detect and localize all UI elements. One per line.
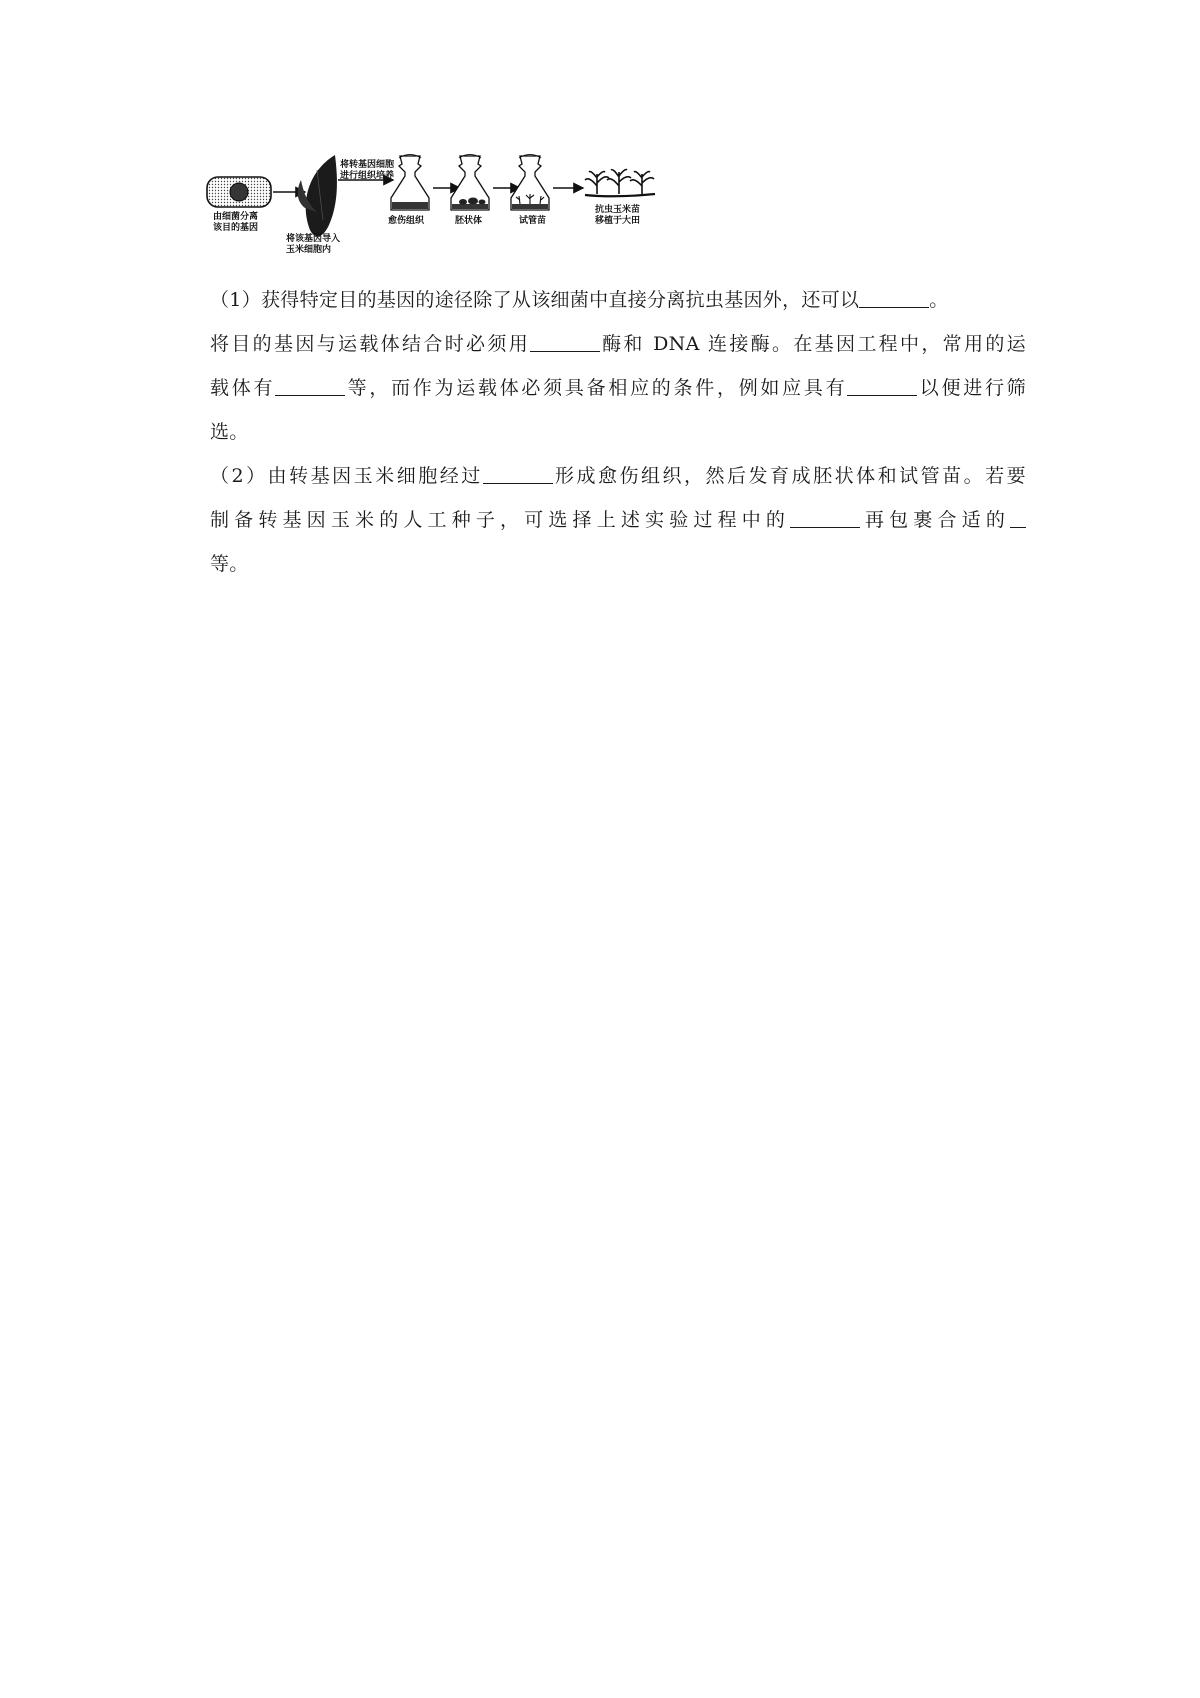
answer-blank-2[interactable] xyxy=(530,350,600,352)
corn-ear xyxy=(298,155,337,236)
label-field-line1: 抗虫玉米苗 xyxy=(595,205,641,215)
flask-callus xyxy=(391,155,429,211)
answer-blank-3[interactable] xyxy=(275,394,345,396)
q1-line-2 xyxy=(210,322,1026,366)
answer-blank-4[interactable] xyxy=(847,394,917,396)
label-culture-line2: 进行组织培养 xyxy=(340,171,395,181)
q1-text-f: 以便进行筛 xyxy=(917,377,1026,399)
label-culture xyxy=(340,160,394,182)
label-field-line2: 移植于大田 xyxy=(595,216,641,226)
q2-line-3 xyxy=(210,542,1026,586)
q1-text-e: 等，而作为运载体必须具备相应的条件，例如应具有 xyxy=(345,377,848,399)
q2-line-1 xyxy=(210,454,1026,498)
q1-text-g: 选。 xyxy=(210,421,249,443)
answer-blank-1[interactable] xyxy=(859,306,929,308)
label-import-line1: 将该基因导入 xyxy=(286,234,341,244)
label-bacteria-line1: 由细菌分离 xyxy=(213,212,259,222)
label-culture-line1: 将转基因细胞 xyxy=(340,160,395,170)
q2-text-e: 等。 xyxy=(210,553,249,575)
q1-text-d: 载体有 xyxy=(210,377,276,399)
q1-text-c: 酶和 DNA 连接酶。在基因工程中，常用的运 xyxy=(600,333,1026,355)
question-text xyxy=(210,278,1026,586)
q2-text-b: 形成愈伤组织，然后发育成胚状体和试管苗。若要 xyxy=(552,465,1026,487)
q2-text-a: （2）由转基因玉米细胞经过 xyxy=(210,465,483,487)
q1-text-a-end: 。 xyxy=(929,289,949,311)
q1-line-4 xyxy=(210,410,1026,454)
label-embryoid-text: 胚状体 xyxy=(455,216,483,226)
bacterium-cell xyxy=(207,177,271,207)
flow-diagram-graphic xyxy=(205,150,725,260)
label-plantlet-text: 试管苗 xyxy=(519,216,547,226)
q1-text-b: 将目的基因与运载体结合时必须用 xyxy=(210,333,531,355)
answer-blank-5[interactable] xyxy=(483,482,553,484)
q2-line-2 xyxy=(210,498,1026,542)
label-field xyxy=(595,205,640,227)
q1-text-a: （1）获得特定目的基因的途径除了从该细菌中直接分离抗虫基因外，还可以 xyxy=(210,289,860,311)
label-import xyxy=(286,234,340,256)
label-embryoid xyxy=(455,216,482,227)
q1-line-3 xyxy=(210,366,1026,410)
label-bacteria xyxy=(213,212,258,234)
answer-blank-7[interactable] xyxy=(1010,526,1026,528)
corn-seedlings xyxy=(585,170,655,197)
experiment-flow-diagram xyxy=(205,150,725,260)
q2-text-c: 制备转基因玉米的人工种子，可选择上述实验过程中的 xyxy=(210,509,791,531)
label-callus-text: 愈伤组织 xyxy=(388,216,425,226)
flask-embryoid xyxy=(451,155,489,211)
flask-plantlet xyxy=(511,155,549,211)
q2-text-d: 再包裹合适的 xyxy=(860,509,1010,531)
label-bacteria-line2: 该目的基因 xyxy=(213,223,259,233)
q1-line-1 xyxy=(210,278,1026,322)
label-import-line2: 玉米细胞内 xyxy=(286,245,332,255)
label-callus xyxy=(388,216,424,227)
answer-blank-6[interactable] xyxy=(790,526,860,528)
label-plantlet xyxy=(519,216,546,227)
